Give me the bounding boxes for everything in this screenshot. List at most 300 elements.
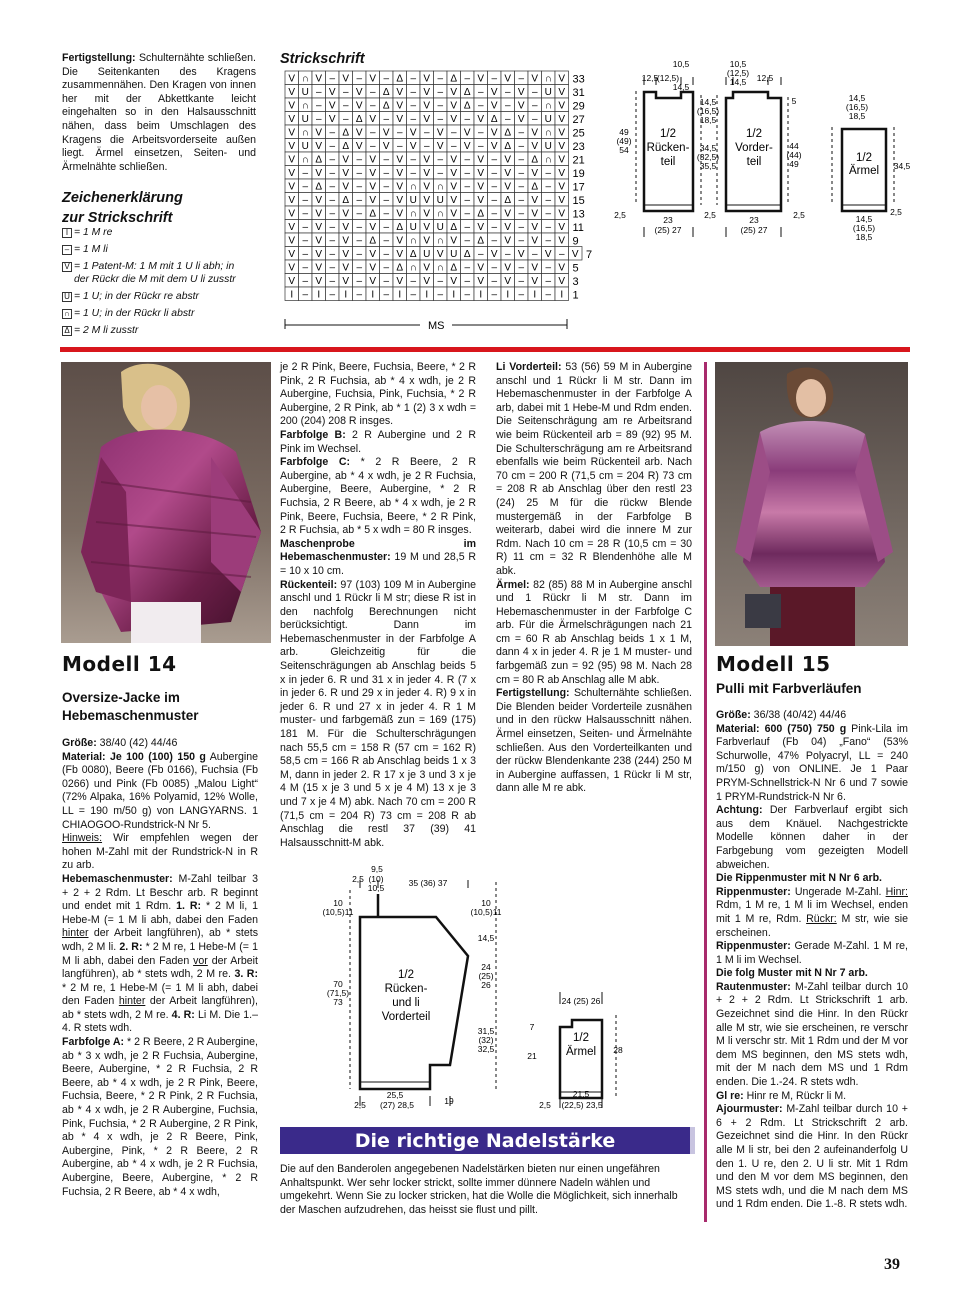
chart-symbol: – bbox=[491, 208, 498, 220]
chart-symbol: V bbox=[355, 100, 363, 112]
chart-row-number: 21 bbox=[572, 154, 585, 167]
chart-symbol: I bbox=[290, 289, 294, 301]
chart-symbol: – bbox=[531, 249, 538, 260]
dim-label: (49) bbox=[616, 136, 632, 146]
chart-symbol: Δ bbox=[504, 141, 512, 152]
chart-symbol: V bbox=[477, 181, 485, 193]
sleeve-label-2: Ärmel bbox=[848, 165, 880, 177]
dim-label: (22,5) 23,5 bbox=[561, 1100, 603, 1110]
chart-symbol: – bbox=[302, 181, 309, 193]
chart-symbol: V bbox=[288, 154, 296, 166]
chart-symbol: Δ bbox=[396, 73, 404, 85]
model-14-photo bbox=[61, 362, 271, 643]
chart-symbol: V bbox=[450, 154, 458, 166]
chart-symbol: U bbox=[301, 141, 309, 152]
chart-symbol: V bbox=[504, 235, 512, 247]
chart-symbol: – bbox=[356, 235, 363, 247]
chart-symbol: V bbox=[288, 181, 296, 193]
chart-symbol: – bbox=[410, 289, 417, 301]
chart-symbol: V bbox=[558, 168, 566, 179]
chart-symbol: – bbox=[491, 154, 498, 166]
chart-symbol: V bbox=[531, 195, 539, 206]
back-label-3: teil bbox=[660, 156, 676, 168]
chart-symbol: V bbox=[315, 249, 323, 260]
chart-symbol: V bbox=[504, 262, 512, 274]
chart-symbol: – bbox=[531, 100, 538, 112]
chart-symbol: – bbox=[518, 222, 525, 233]
chart-symbol: – bbox=[342, 87, 349, 98]
chart-symbol: V bbox=[450, 181, 458, 193]
chart-symbol: – bbox=[518, 141, 525, 152]
chart-symbol: – bbox=[329, 208, 336, 220]
model-14-instructions: Größe: 38/40 (42) 44/46 Material: Je 100 (100) 150 g Aubergine (Fb 0080), Beere (Fb 0166), Fuchsia (Fb 0266) und Pink (Fb 0085) „Malou Light“ (72% Alpaka, 16% Polyamid, 12% Wolle, LL = 190 m/50 g) von LANGYARNS. 1 CHIAOGOO-Rundstrick-N Nr 5. Hinweis: Wir empfehlen wegen der hohen M-Zahl mit der Rundstrick-N in R zu arb. Hebemaschenmuster: M-Zahl teilbar 3 + 2 + 2 Rdm. Lt Beschr arb. R beginnt und endet mit 1 Rdm. 1. R: * 2 M li, 1 Hebe-M (= 1 M li abh, dabei den Faden hinter der Arbeit langführen), ab * stets wdh, 2 M li. 2. R: * 2 M re, 1 Hebe-M (= 1 M li abh, dabei den Faden vor der Arbeit langführen), ab * stets wdh, 2 M re. 3. R: * 2 M re, 1 Hebe-M (= 1 M li abh, dabei den Faden hinter der Arbeit langführen), ab * stets wdh, 2 M re. 4. R: Li M. Die 1.– 4. R stets wdh. Farbfolge A: * 2 R Beere, 2 R Aubergine, ab * 3 x wdh, je 2 R Fuchsia, Aubergine, Beere, Aubergine, * 2 R Fuchsia, 2 R Beere, ab * 4 x wdh, je 2 R Pink, Beere, Fuchsia, Beere, * 2 R Pink, 2 R Fuchsia, ab * 4 x wdh, je 2 R Aubergine, Fuchsia, Pink, Fuchsia, * 2 R Aubergine, 2 R Pink, ab * 4 x wdh, je 2 R Beere, Pink, Aubergine, Pink, * 2 R Beere, 2 R Aubergine, ab * 4 x wdh, je 2 R Fuchsia, Aubergine, Beere, Aubergine, * 2 R Fuchsia, 2 R Beere, ab * 4 x wdh, bbox=[62, 737, 258, 1198]
chart-symbol: V bbox=[342, 181, 350, 193]
chart-symbol: – bbox=[329, 249, 336, 260]
chart-symbol: Δ bbox=[342, 141, 350, 152]
chart-symbol: V bbox=[558, 141, 566, 152]
chart-symbol: V bbox=[369, 276, 377, 287]
chart-symbol: V bbox=[288, 114, 296, 125]
chart-symbol: – bbox=[518, 154, 525, 166]
chart-symbol: – bbox=[464, 222, 471, 233]
chart-symbol: U bbox=[436, 195, 444, 206]
chart-symbol: Δ bbox=[463, 100, 471, 112]
chart-symbol: V bbox=[315, 208, 323, 220]
legend-item: – = 1 M li bbox=[62, 243, 282, 256]
chart-symbol: I bbox=[371, 289, 375, 301]
chart-symbol: – bbox=[356, 73, 363, 85]
sleeve-label: 1/2 bbox=[573, 1032, 589, 1044]
yarn-over-purl-icon: ∩ bbox=[62, 309, 72, 319]
chart-symbol: V bbox=[382, 141, 390, 152]
chart-symbol: I bbox=[398, 289, 402, 301]
back-label-2: Rücken- bbox=[646, 142, 690, 154]
chart-symbol: Δ bbox=[396, 222, 404, 233]
chart-symbol: ∩ bbox=[409, 208, 417, 220]
chart-symbol: – bbox=[491, 262, 498, 274]
chart-symbol: V bbox=[369, 154, 377, 166]
chart-symbol: – bbox=[464, 181, 471, 193]
chart-symbol: – bbox=[329, 222, 336, 233]
chart-symbol: – bbox=[437, 114, 444, 125]
dim-label: 25,5 bbox=[386, 1090, 404, 1100]
chart-symbol: – bbox=[464, 195, 471, 206]
dim-label: 9,5 bbox=[371, 864, 383, 874]
dim-label: 35 (36) 37 bbox=[408, 878, 448, 888]
chart-symbol: – bbox=[329, 73, 336, 85]
chart-symbol: V bbox=[328, 100, 336, 112]
chart-symbol: V bbox=[558, 195, 566, 206]
chart-symbol: – bbox=[356, 168, 363, 179]
legend-item: V = 1 Patent-M: 1 M mit 1 U li abh; in bbox=[62, 260, 282, 273]
chart-symbol: V bbox=[423, 168, 431, 179]
chart-symbol: Δ bbox=[531, 154, 539, 166]
chart-symbol: I bbox=[344, 289, 348, 301]
chart-row-number: 7 bbox=[586, 249, 593, 261]
front-label: 1/2 bbox=[746, 128, 762, 140]
chart-symbol: – bbox=[356, 195, 363, 206]
chart-symbol: ∩ bbox=[301, 73, 309, 85]
chart-symbol: – bbox=[302, 235, 309, 247]
chart-symbol: V bbox=[423, 73, 431, 85]
chart-symbol: – bbox=[491, 195, 498, 206]
dim-label: 19 bbox=[444, 1096, 454, 1106]
chart-symbol: – bbox=[545, 195, 552, 206]
schematic-bottom bbox=[320, 860, 640, 1115]
chart-symbol: – bbox=[302, 262, 309, 274]
chart-symbol: Δ bbox=[531, 181, 539, 193]
chart-symbol: – bbox=[504, 114, 511, 125]
chart-symbol: V bbox=[517, 249, 525, 260]
chart-symbol: V bbox=[288, 73, 296, 85]
dim-label: (12,5) bbox=[726, 68, 750, 78]
chart-symbol: V bbox=[315, 168, 323, 179]
dim-label: (71,5) bbox=[326, 988, 350, 998]
chart-symbol: – bbox=[410, 168, 417, 179]
dim-label: 23 bbox=[749, 215, 759, 225]
chart-symbol: V bbox=[315, 262, 323, 274]
dim-label: 24 (25) 26 bbox=[561, 996, 601, 1006]
front-label-3: teil bbox=[746, 156, 762, 168]
knitting-chart bbox=[280, 71, 600, 341]
dim-label: 14,5 bbox=[699, 97, 717, 107]
page-number: 39 bbox=[884, 1256, 900, 1273]
chart-symbol: – bbox=[329, 168, 336, 179]
dim-label: (44) bbox=[786, 150, 802, 160]
chart-symbol: V bbox=[558, 100, 566, 112]
chart-symbol: – bbox=[302, 249, 309, 260]
chart-symbol: V bbox=[531, 168, 539, 179]
chart-symbol: – bbox=[342, 114, 349, 125]
needle-size-text: Die auf den Banderolen angegebenen Nadelstärken bieten nur einen ungefähren Anhaltspunkt. Wer sehr locker strickt, sollte immer dünnere Nadeln wählen und umgekehrt. Wenn Sie zu locker stricken, hat die Wolle die Möglichkeit, sich innerhalb der Maschen aufzudrehen, das heisst sie flust und pillt. bbox=[280, 1163, 678, 1216]
chart-symbol: – bbox=[477, 127, 484, 139]
chart-symbol: – bbox=[558, 249, 565, 260]
chart-symbol: V bbox=[517, 87, 525, 98]
chart-symbol: I bbox=[560, 289, 564, 301]
dim-label: 10 bbox=[481, 898, 491, 908]
chart-symbol: Δ bbox=[396, 262, 404, 274]
chart-symbol: – bbox=[369, 100, 376, 112]
chart-symbol: – bbox=[518, 168, 525, 179]
chart-symbol: – bbox=[396, 141, 403, 152]
chart-symbol: V bbox=[423, 262, 431, 274]
dim-label: (32,5) bbox=[696, 152, 720, 162]
chart-symbol: – bbox=[302, 195, 309, 206]
chart-symbol: Δ bbox=[342, 195, 350, 206]
chart-symbol: V bbox=[288, 87, 296, 98]
chart-row-number: 3 bbox=[572, 276, 579, 288]
legend-list bbox=[62, 226, 282, 337]
chart-symbol: – bbox=[464, 168, 471, 179]
chart-symbol: – bbox=[477, 141, 484, 152]
chart-symbol: – bbox=[383, 73, 390, 85]
chart-symbol: V bbox=[463, 141, 471, 152]
chart-symbol: V bbox=[477, 262, 485, 274]
chart-symbol: V bbox=[396, 114, 404, 125]
chart-symbol: Δ bbox=[450, 222, 458, 233]
chart-symbol: – bbox=[356, 181, 363, 193]
chart-symbol: U bbox=[409, 195, 417, 206]
chart-symbol: – bbox=[437, 100, 444, 112]
chart-symbol: – bbox=[450, 141, 457, 152]
chart-symbol: V bbox=[571, 249, 579, 260]
chart-symbol: – bbox=[545, 168, 552, 179]
dim-label: (27) 28,5 bbox=[379, 1100, 415, 1110]
chart-symbol: – bbox=[518, 276, 525, 287]
chart-symbol: – bbox=[545, 208, 552, 220]
chart-symbol: V bbox=[423, 195, 431, 206]
chart-symbol: V bbox=[450, 235, 458, 247]
chart-symbol: – bbox=[437, 276, 444, 287]
chart-symbol: – bbox=[464, 235, 471, 247]
body-label: 1/2 bbox=[398, 969, 414, 981]
dim-label: 70 bbox=[333, 979, 343, 989]
chart-symbol: V bbox=[342, 222, 350, 233]
chart-symbol: V bbox=[288, 100, 296, 112]
chart-symbol: U bbox=[544, 141, 552, 152]
chart-symbol: V bbox=[288, 249, 296, 260]
chart-symbol: – bbox=[504, 87, 511, 98]
chart-symbol: V bbox=[504, 208, 512, 220]
chart-symbol: V bbox=[450, 114, 458, 125]
chart-symbol: – bbox=[410, 100, 417, 112]
chart-symbol: V bbox=[450, 208, 458, 220]
chart-symbol: – bbox=[329, 141, 336, 152]
legend-item: ∩ = 1 U; in der Rückr li abstr bbox=[62, 307, 282, 320]
chart-symbol: – bbox=[329, 181, 336, 193]
chart-symbol: ∩ bbox=[544, 100, 552, 112]
chart-symbol: – bbox=[329, 195, 336, 206]
chart-symbol: V bbox=[396, 100, 404, 112]
chart-symbol: V bbox=[504, 154, 512, 166]
dim-label: 49 bbox=[619, 127, 629, 137]
sleeve-label: 1/2 bbox=[856, 152, 872, 164]
chart-symbol: U bbox=[544, 114, 552, 125]
dim-label: 34,5 bbox=[699, 143, 717, 153]
finishing-top-text: Fertigstellung: Schulternähte schließen. Die Seitenkanten des Kragens zusammennähen. Den Kragen von innen her mit der Abkettkante leicht eingehalten so in den Halsausschnitt nähen, dass beim Umschlagen des Kragens die Arbeitsvorderseite außen liegt. Ärmel einsetzen, Seiten- und Ärmelnähte schließen. bbox=[62, 52, 256, 173]
chart-symbol: – bbox=[383, 276, 390, 287]
dim-label: 24 bbox=[481, 962, 491, 972]
chart-symbol: – bbox=[383, 222, 390, 233]
dim-label: 2,5 bbox=[614, 210, 626, 220]
chart-symbol: – bbox=[518, 181, 525, 193]
chart-symbol: – bbox=[356, 276, 363, 287]
chart-symbol: V bbox=[450, 87, 458, 98]
chart-symbol: V bbox=[369, 73, 377, 85]
chart-symbol: V bbox=[558, 262, 566, 274]
chart-symbol: – bbox=[410, 276, 417, 287]
chart-symbol: – bbox=[504, 249, 511, 260]
chart-row-number: 9 bbox=[572, 235, 579, 248]
chart-symbol: – bbox=[302, 289, 309, 301]
dim-label: (25) 27 bbox=[740, 225, 768, 235]
chart-row-number: 11 bbox=[572, 222, 584, 234]
chart-symbol: V bbox=[328, 114, 336, 125]
chart-symbol: V bbox=[504, 168, 512, 179]
legend-item: Δ = 2 M li zusstr bbox=[62, 324, 282, 337]
chart-symbol: – bbox=[464, 114, 471, 125]
chart-symbol: – bbox=[329, 262, 336, 274]
chart-symbol: – bbox=[410, 154, 417, 166]
chart-symbol: – bbox=[423, 127, 430, 139]
chart-symbol: V bbox=[315, 195, 323, 206]
chart-symbol: – bbox=[383, 195, 390, 206]
chart-symbol: Δ bbox=[315, 181, 323, 193]
chart-symbol: ∩ bbox=[409, 262, 417, 274]
back-label: 1/2 bbox=[660, 128, 676, 140]
chart-symbol: V bbox=[558, 235, 566, 247]
chart-symbol: V bbox=[436, 249, 444, 260]
chart-symbol: Δ bbox=[369, 235, 377, 247]
chart-symbol: V bbox=[342, 262, 350, 274]
chart-symbol: Δ bbox=[369, 208, 377, 220]
chart-symbol: – bbox=[491, 289, 498, 301]
chart-symbol: V bbox=[490, 87, 498, 98]
chart-symbol: V bbox=[558, 276, 566, 287]
chart-symbol: – bbox=[437, 87, 444, 98]
chart-symbol: V bbox=[531, 235, 539, 247]
chart-symbol: ∩ bbox=[409, 235, 417, 247]
chart-symbol: V bbox=[342, 235, 350, 247]
dim-label: 5 bbox=[791, 96, 797, 106]
chart-symbol: – bbox=[518, 235, 525, 247]
chart-symbol: I bbox=[452, 289, 456, 301]
dim-label: 31,5 bbox=[477, 1026, 495, 1036]
chart-symbol: ∩ bbox=[544, 127, 552, 139]
yarn-over-knit-icon: U bbox=[62, 292, 72, 302]
chart-symbol: Δ bbox=[382, 100, 390, 112]
dim-label: 10,5 bbox=[729, 59, 747, 69]
chart-symbol: V bbox=[328, 87, 336, 98]
chart-row-number: 29 bbox=[572, 100, 585, 113]
chart-symbol: – bbox=[450, 127, 457, 139]
chart-ms-label: MS bbox=[428, 320, 445, 332]
chart-symbol: V bbox=[558, 208, 566, 220]
chart-symbol: Δ bbox=[504, 195, 512, 206]
dim-label: (16,5) bbox=[696, 106, 720, 116]
dim-label: 49 bbox=[789, 159, 799, 169]
chart-symbol: V bbox=[288, 127, 296, 139]
chart-symbol: – bbox=[518, 208, 525, 220]
chart-symbol: – bbox=[477, 249, 484, 260]
chart-symbol: V bbox=[477, 222, 485, 233]
chart-symbol: – bbox=[423, 141, 430, 152]
chart-symbol: – bbox=[329, 289, 336, 301]
chart-symbol: V bbox=[477, 276, 485, 287]
chart-symbol: – bbox=[491, 235, 498, 247]
chart-symbol: – bbox=[329, 127, 336, 139]
chart-symbol: V bbox=[369, 195, 377, 206]
chart-symbol: V bbox=[436, 141, 444, 152]
chart-symbol: V bbox=[531, 73, 539, 85]
chart-symbol: ∩ bbox=[436, 235, 444, 247]
chart-symbol: V bbox=[504, 276, 512, 287]
chart-symbol: I bbox=[317, 289, 321, 301]
chart-symbol: U bbox=[450, 249, 458, 260]
dim-label: (32) bbox=[478, 1035, 494, 1045]
model-15-heading: Modell 15 bbox=[716, 652, 831, 676]
chart-symbol: I bbox=[506, 289, 510, 301]
chart-symbol: V bbox=[396, 276, 404, 287]
chart-symbol: – bbox=[531, 114, 538, 125]
chart-symbol: – bbox=[437, 289, 444, 301]
chart-symbol: – bbox=[356, 154, 363, 166]
chart-symbol: V bbox=[342, 154, 350, 166]
chart-symbol: V bbox=[369, 222, 377, 233]
chart-row-number: 17 bbox=[572, 181, 585, 194]
chart-symbol: V bbox=[504, 181, 512, 193]
chart-symbol: – bbox=[410, 114, 417, 125]
chart-symbol: – bbox=[383, 235, 390, 247]
chart-symbol: – bbox=[545, 235, 552, 247]
chart-symbol: ∩ bbox=[436, 208, 444, 220]
chart-symbol: – bbox=[491, 222, 498, 233]
chart-symbol: V bbox=[423, 154, 431, 166]
chart-symbol: V bbox=[315, 127, 323, 139]
chart-symbol: V bbox=[531, 262, 539, 274]
chart-symbol: – bbox=[531, 87, 538, 98]
dim-label: 18,5 bbox=[848, 111, 866, 121]
chart-symbol: – bbox=[410, 87, 417, 98]
chart-symbol: – bbox=[518, 73, 525, 85]
chart-symbol: V bbox=[396, 249, 404, 260]
dim-label: 2,5 bbox=[704, 210, 716, 220]
dim-label: 18,5 bbox=[855, 232, 873, 242]
patent-stitch-icon: V bbox=[62, 262, 72, 272]
chart-symbol: ∩ bbox=[544, 154, 552, 166]
chart-symbol: – bbox=[464, 276, 471, 287]
chart-symbol: – bbox=[491, 276, 498, 287]
chart-symbol: – bbox=[437, 73, 444, 85]
chart-symbol: ∩ bbox=[301, 127, 309, 139]
dim-label: 28 bbox=[613, 1045, 623, 1055]
chart-symbol: V bbox=[288, 262, 296, 274]
chart-symbol: – bbox=[315, 87, 322, 98]
legend-item: I = 1 M re bbox=[62, 226, 282, 239]
dim-label: 44 bbox=[789, 141, 799, 151]
chart-symbol: V bbox=[423, 114, 431, 125]
chart-symbol: V bbox=[531, 222, 539, 233]
dim-label: 2,5 bbox=[793, 210, 805, 220]
chart-row-number: 27 bbox=[572, 114, 585, 126]
chart-symbol: U bbox=[544, 87, 552, 98]
chart-row-number: 15 bbox=[572, 195, 585, 207]
body-label-3: und li bbox=[392, 997, 420, 1009]
chart-symbol: V bbox=[558, 87, 566, 98]
chart-symbol: Δ bbox=[490, 114, 498, 125]
chart-symbol: V bbox=[396, 235, 404, 247]
chart-symbol: – bbox=[437, 168, 444, 179]
chart-title: Strickschrift bbox=[280, 51, 365, 67]
chart-symbol: U bbox=[301, 87, 309, 98]
dim-label: (10) bbox=[368, 874, 384, 884]
chart-row-numbers bbox=[573, 74, 593, 302]
model-14-heading: Modell 14 bbox=[62, 652, 177, 676]
chart-symbol: V bbox=[355, 141, 363, 152]
chart-symbol: – bbox=[545, 181, 552, 193]
chart-symbol: V bbox=[288, 168, 296, 179]
chart-symbol: Δ bbox=[315, 154, 323, 166]
chart-symbol: – bbox=[491, 168, 498, 179]
chart-row-number: 5 bbox=[572, 262, 579, 275]
chart-symbol: Δ bbox=[342, 127, 350, 139]
chart-symbol: V bbox=[558, 114, 566, 125]
dim-label: 23 bbox=[663, 215, 673, 225]
chart-symbol: – bbox=[369, 127, 376, 139]
model-14-instructions-col3: Li Vorderteil: 53 (56) 59 M in Aubergine anschl und 1 Rückr li M str. Dann im Hebemaschenmuster in der Farbfolge A arb, dabei mit 1 Hebe-M und Rdm enden. Die Seitenschrägung am re Arbeitsrand wie beim Rückenteil arb = 89 (92) 95 M. Die Schulterschrägung am re Arbeitsrand ebenfalls wie beim Rückenteil arb. Nach 70 cm = 200 R (71,5 cm = 204 R) 73 cm = 208 R ab Anschlag über den restl 23 (24) 25 M für die rückw Blende mustergemäß in der Farbfolge B weiterarb, dabei wird die innere M zur Rdm. Nach 10 cm = 28 R (10,5 cm = 30 R) 11 cm = 32 R Blendenhöhe alle M abk. Ärmel: 82 (85) 88 M in Aubergine anschl und 1 Rückr li M str. Dann im Hebemaschenmuster in der Farbfolge C arb. Für die Ärmelschrägungen nach 21 cm = 60 R ab Anschlag beids 1 x 1 M, dann 4 x in jeder 4. R je 1 M muster- und farbgemäß zun = 92 (95) 98 M. Nach 28 cm = 80 R ab Anschlag alle M abk. Fertigstellung: Schulternähte schließen. Die Blenden beider Vorderteile zusnähen und in den rückw Halsausschnitt nähen. Ärmel einsetzen, Seiten- und Ärmelnähte schließen. Aus den Vorderteilkanten und der rückw Blendenkante 238 (244) 250 M in Aubergine auffassen, 1 Rückr li M str, dann alle M re abk. bbox=[496, 361, 692, 795]
chart-symbol: V bbox=[517, 114, 525, 125]
dim-label: 54 bbox=[619, 145, 629, 155]
